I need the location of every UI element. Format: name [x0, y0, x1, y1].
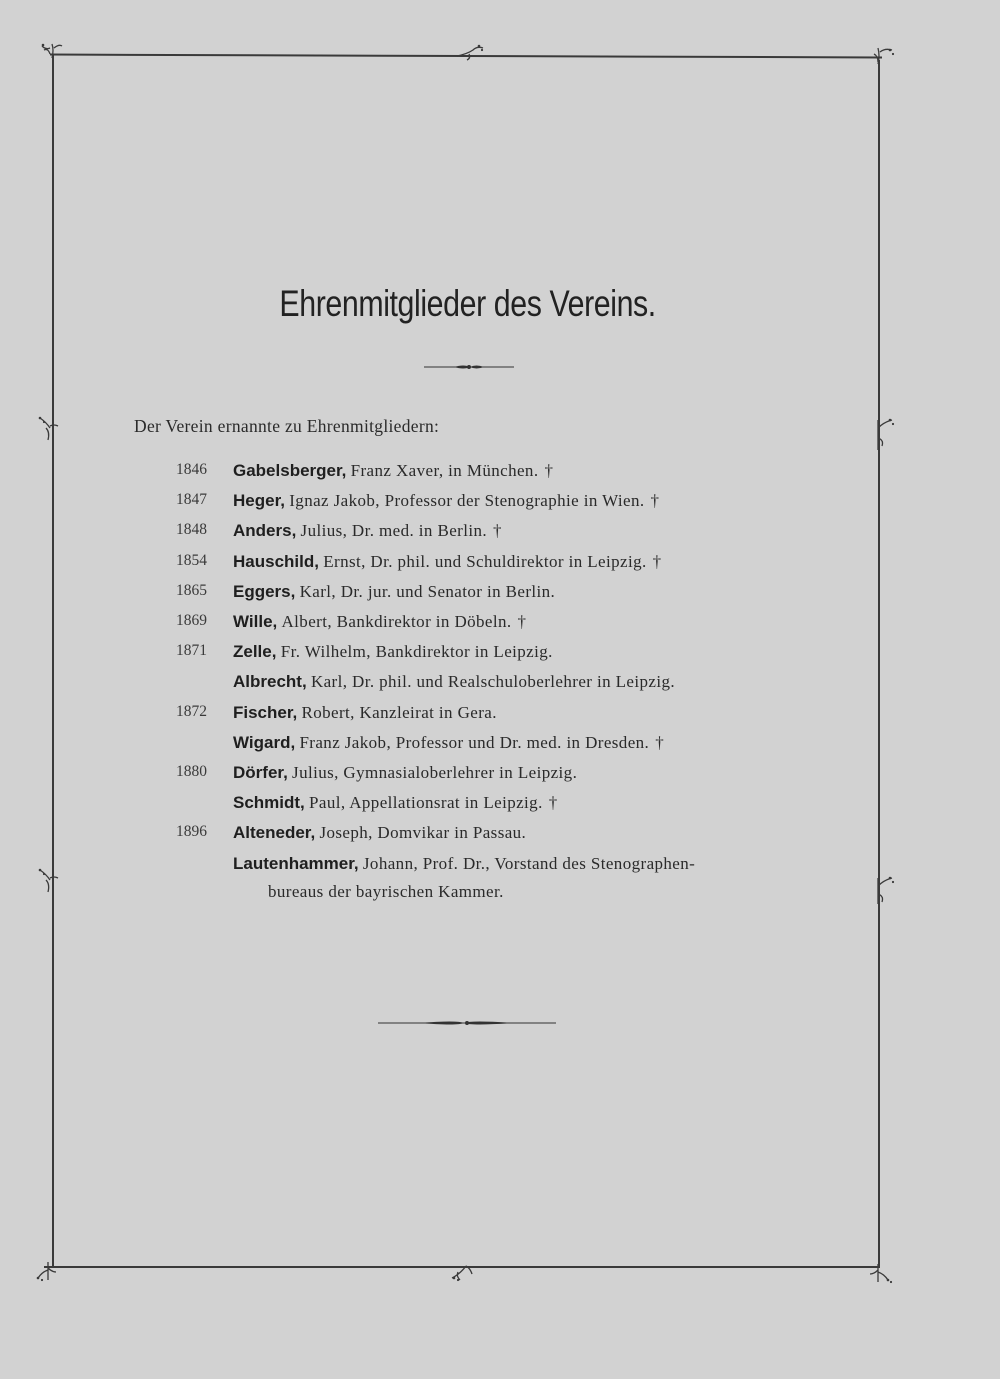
year-label: 1865: [176, 581, 207, 599]
member-entry: [233, 703, 503, 723]
member-name: Albrecht,: [233, 672, 307, 692]
list-item: [0, 763, 1000, 793]
year-label: 1846: [176, 461, 207, 478]
list-item: [0, 612, 1000, 642]
continuation-text: bureaus der bayrischen Kammer.: [268, 882, 504, 901]
member-entry: [233, 491, 659, 511]
member-entry: [233, 672, 681, 692]
list-item: [0, 521, 1000, 551]
deceased-mark: †: [493, 521, 502, 541]
list-item: [0, 582, 1000, 612]
member-name: Wigard,: [233, 732, 296, 752]
member-details: Paul, Appellationsrat in Leipzig.: [309, 793, 543, 813]
year-label: 1871: [176, 642, 207, 660]
list-item: [0, 823, 1000, 853]
year-label: 1880: [176, 763, 207, 780]
list-item-continuation: [0, 882, 1000, 912]
intro-text: Der Verein ernannte zu Ehrenmitgliedern:: [134, 416, 440, 436]
member-name: Schmidt,: [233, 793, 305, 813]
vine-ornament-icon: [36, 414, 62, 444]
page-title: Ehrenmitglieder des Vereins.: [279, 283, 656, 324]
member-entry: [233, 733, 664, 753]
year-label: 1847: [176, 491, 207, 509]
member-details: Fr. Wilhelm, Bankdirektor in Leipzig.: [280, 642, 553, 662]
member-details: Karl, Dr. phil. und Realschuloberlehrer in Leipzig.: [310, 672, 676, 692]
member-entry: [233, 854, 701, 874]
member-name: Hauschild,: [233, 551, 319, 571]
rule-ornament-icon: [424, 362, 514, 372]
member-details: Karl, Dr. jur. und Senator in Berlin.: [299, 581, 556, 601]
member-entry: [233, 823, 532, 843]
member-entry: [233, 521, 502, 541]
deceased-mark: †: [652, 551, 662, 571]
year-label: 1848: [176, 521, 207, 539]
member-details: Ignaz Jakob, Professor der Stenographie in Wien.: [289, 491, 645, 511]
vine-ornament-icon: [868, 44, 898, 68]
vine-ornament-icon: [866, 1262, 896, 1286]
member-details: Albert, Bankdirektor in Döbeln.: [281, 612, 512, 631]
year-label: 1869: [176, 612, 207, 629]
member-entry: [233, 793, 557, 813]
list-item: [0, 672, 1000, 702]
year-label: 1854: [176, 551, 207, 569]
member-name: Alteneder,: [233, 823, 316, 843]
member-details: Joseph, Domvikar in Passau.: [319, 823, 527, 843]
member-name: Eggers,: [233, 581, 296, 601]
list-item: [0, 552, 1000, 582]
vine-ornament-icon: [448, 1262, 478, 1284]
list-item: [0, 854, 1000, 884]
deceased-mark: †: [650, 491, 660, 511]
member-name: Gabelsberger,: [233, 461, 347, 480]
rule-ornament-icon: [378, 1018, 556, 1028]
member-entry: [233, 461, 553, 481]
year-label: 1872: [176, 702, 207, 720]
year-label: 1896: [176, 823, 207, 841]
deceased-mark: †: [544, 461, 553, 480]
member-entry: [233, 642, 559, 662]
member-details: Ernst, Dr. phil. und Schuldirektor in Leipzig.: [323, 551, 647, 571]
member-name: Heger,: [233, 491, 285, 511]
vine-ornament-icon: [38, 40, 68, 64]
deceased-mark: †: [548, 793, 558, 813]
deceased-mark: †: [655, 732, 664, 752]
member-details: Robert, Kanzleirat in Gera.: [301, 702, 497, 722]
member-name: Wille,: [233, 612, 278, 631]
list-item: [0, 491, 1000, 521]
member-details: Julius, Gymnasialoberlehrer in Leipzig.: [292, 763, 578, 782]
member-name: Anders,: [233, 521, 297, 541]
member-name: Lautenhammer,: [233, 853, 359, 873]
vine-ornament-icon: [455, 42, 489, 62]
list-item: [0, 703, 1000, 733]
list-item: [0, 793, 1000, 823]
member-name: Fischer,: [233, 702, 298, 722]
member-details: Franz Jakob, Professor und Dr. med. in Dresden.: [299, 732, 650, 752]
member-details: Johann, Prof. Dr., Vorstand des Stenographen-: [362, 853, 696, 873]
member-details: Julius, Dr. med. in Berlin.: [300, 521, 488, 541]
member-entry: [233, 582, 561, 602]
member-name: Zelle,: [233, 642, 277, 662]
list-item: [0, 461, 1000, 491]
list-item: [0, 733, 1000, 763]
member-name: Dörfer,: [233, 763, 288, 782]
member-details: Franz Xaver, in München.: [350, 461, 539, 480]
member-entry: [233, 552, 661, 572]
vine-ornament-icon: [34, 1260, 62, 1284]
member-entry: [233, 763, 583, 783]
deceased-mark: †: [517, 612, 527, 631]
member-entry: [233, 612, 526, 632]
list-item: [0, 642, 1000, 672]
vine-ornament-icon: [872, 414, 898, 454]
